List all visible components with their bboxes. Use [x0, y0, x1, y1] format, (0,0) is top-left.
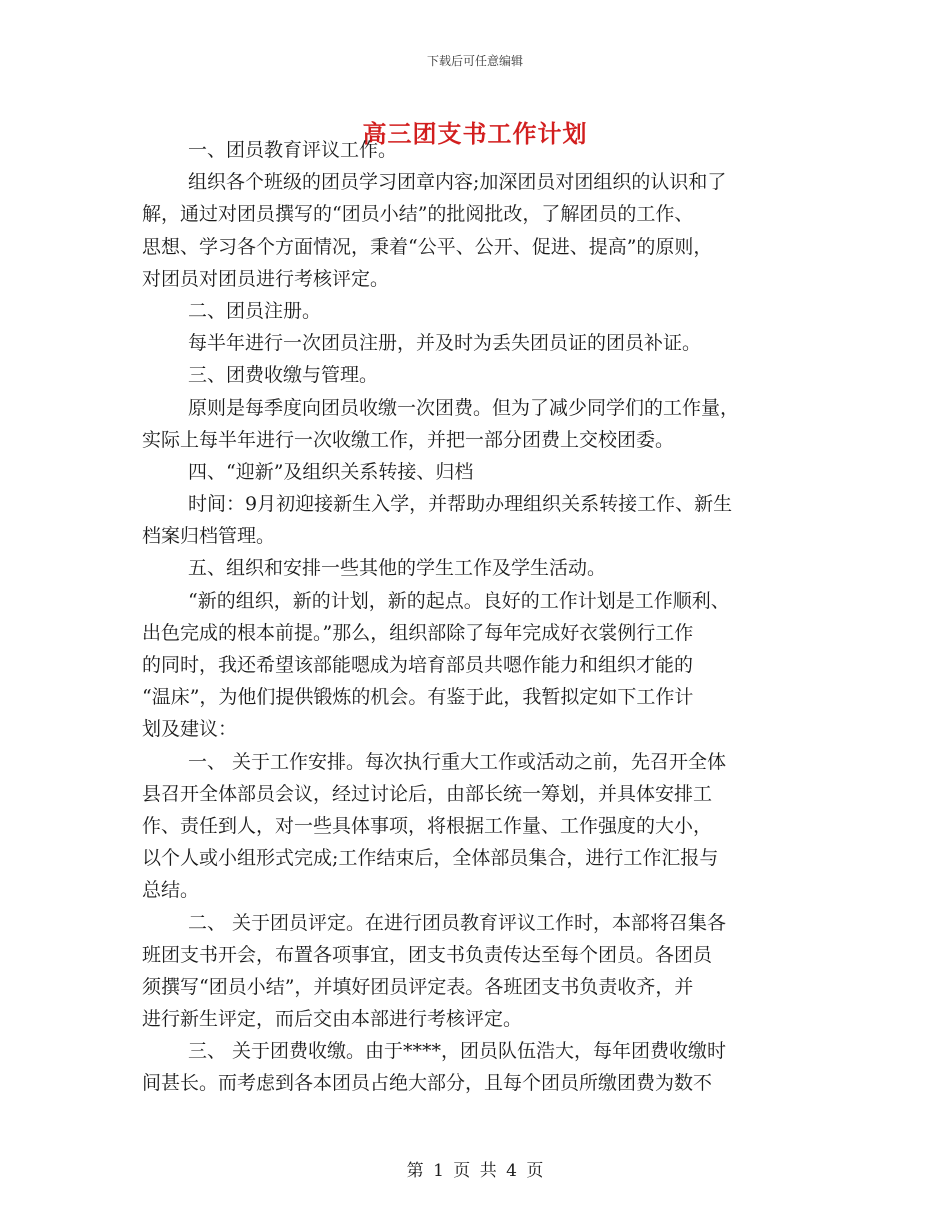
text-line: 划及建议： [142, 718, 238, 741]
text-line: 四、“迎新”及组织关系转接、归档 [188, 460, 474, 483]
text-line: 三、团费收缴与管理。 [188, 364, 379, 387]
text-line: 出色完成的根本前提。”那么，组织部除了每年完成好衣裳例行工作 [142, 621, 694, 644]
text-line: 原则是每季度向团员收缴一次团费。但为了减少同学们的工作量， [188, 396, 740, 419]
text-line: 每半年进行一次团员注册，并及时为丢失团员证的团员补证。 [188, 332, 702, 355]
text-line: 五、组织和安排一些其他的学生工作及学生活动。 [188, 557, 607, 580]
text-line: 组织各个班级的团员学习团章内容;加深团员对团组织的认识和了 [188, 171, 727, 194]
page-footer: 第 1 页 共 4 页 [406, 1161, 544, 1181]
text-line: 一、团员教育评议工作。 [188, 139, 398, 161]
text-line: 对团员对团员进行考核评定。 [142, 267, 390, 290]
text-line: 县召开全体部员会议，经过讨论后，由部长统一筹划，并具体安排工 [142, 782, 713, 805]
text-line: 档案归档管理。 [142, 525, 276, 548]
document-title: 高三团支书工作计划 [362, 119, 588, 148]
text-line: 三、 关于团费收缴。由于****，团员队伍浩大，每年团费收缴时 [188, 1040, 727, 1063]
text-line: 总结。 [142, 879, 200, 902]
text-line: “温床”，为他们提供锻炼的机会。有鉴于此，我暂拟定如下工作计 [142, 686, 694, 709]
text-line: 实际上每半年进行一次收缴工作，并把一部分团费上交校团委。 [142, 428, 675, 451]
text-line: 二、 关于团员评定。在进行团员教育评议工作时，本部将召集各 [188, 911, 727, 934]
text-line: 的同时，我还希望该部能嗯成为培育部员共嗯作能力和组织才能的 [142, 654, 694, 676]
text-line: 二、团员注册。 [188, 299, 322, 322]
text-line: 时间：9月初迎接新生入学，并帮助办理组织关系转接工作、新生 [188, 493, 733, 516]
text-line: 须撰写“团员小结”，并填好团员评定表。各班团支书负责收齐，并 [142, 975, 694, 998]
text-line: 思想、学习各个方面情况，秉着“公平、公开、促进、提高”的原则， [142, 235, 713, 258]
document-body [142, 134, 818, 1100]
text-line: 间甚长。而考虑到各本团员占绝大部分，且每个团员所缴团费为数不 [142, 1072, 713, 1095]
text-line: 一、 关于工作安排。每次执行重大工作或活动之前，先召开全体 [188, 750, 727, 773]
text-line: 班团支书开会，布置各项事宜，团支书负责传达至每个团员。各团员 [142, 943, 713, 966]
text-line: 作、责任到人，对一些具体事项，将根据工作量、工作强度的大小， [142, 814, 713, 837]
text-line: 进行新生评定，而后交由本部进行考核评定。 [142, 1008, 523, 1031]
text-line: “新的组织，新的计划，新的起点。良好的工作计划是工作顺利、 [188, 589, 730, 612]
text-line: 以个人或小组形式完成;工作结束后，全体部员集合，进行工作汇报与 [142, 847, 719, 870]
page-header: 下载后可任意编辑 [426, 54, 523, 68]
text-line: 解，通过对团员撰写的“团员小结”的批阅批改，了解团员的工作、 [142, 203, 694, 226]
